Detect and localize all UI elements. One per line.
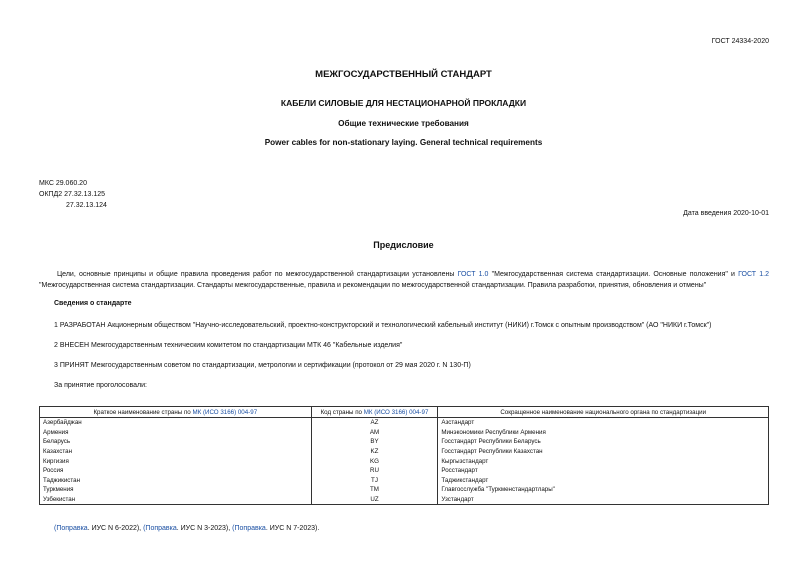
voting-states-table bbox=[39, 406, 769, 505]
header-country-name: Краткое наименование страны по МК (ИСО 3166) 004-97 bbox=[40, 407, 312, 418]
header-standards-body: Сокращенное наименование национального органа по стандартизации bbox=[438, 407, 769, 418]
mk-iso-link[interactable]: МК (ИСО 3166) 004-97 bbox=[363, 408, 429, 416]
gost-number: ГОСТ 24334-2020 bbox=[711, 38, 769, 45]
document-subtitle: Общие технические требования bbox=[338, 119, 469, 128]
item-adopted: 3 ПРИНЯТ Межгосударственным советом по стандартизации, метрологии и сертификации (протокол от 29 мая 2020 г. N 130-П) bbox=[54, 362, 471, 369]
okpd-code-1: ОКПД2 27.32.13.125 bbox=[39, 191, 106, 198]
country-code: KG bbox=[311, 456, 438, 466]
standard-info-heading: Сведения о стандарте bbox=[54, 300, 132, 307]
country-code: TJ bbox=[311, 476, 438, 486]
table-row bbox=[40, 456, 769, 466]
country-name: Беларусь bbox=[40, 437, 312, 447]
standards-body: Госстандарт Республики Казахстан bbox=[438, 447, 769, 457]
table-row bbox=[40, 495, 769, 505]
country-name: Таджикистан bbox=[40, 476, 312, 486]
standards-body: Азстандарт bbox=[438, 418, 769, 428]
table-row bbox=[40, 485, 769, 495]
country-name: Узбекистан bbox=[40, 495, 312, 505]
standards-body: Госстандарт Республики Беларусь bbox=[438, 437, 769, 447]
country-name: Казахстан bbox=[40, 447, 312, 457]
classification-codes bbox=[39, 178, 107, 211]
document-title-english: Power cables for non-stationary laying. General technical requirements bbox=[264, 138, 543, 147]
item-submitted: 2 ВНЕСЕН Межгосударственным техническим комитетом по стандартизации МТК 46 "Кабельные изделия" bbox=[54, 342, 403, 349]
gost-1-2-link[interactable]: ГОСТ 1.2 bbox=[738, 271, 769, 278]
mks-code: МКС 29.060.20 bbox=[39, 180, 87, 187]
country-code: TM bbox=[311, 485, 438, 495]
country-code: AZ bbox=[311, 418, 438, 428]
preface-text-start: Цели, основные принципы и общие правила проведения работ по межгосударственной стандартизации установлены bbox=[57, 271, 458, 278]
standards-body: Росстандарт bbox=[438, 466, 769, 476]
table-row bbox=[40, 418, 769, 428]
document-title: КАБЕЛИ СИЛОВЫЕ ДЛЯ НЕСТАЦИОНАРНОЙ ПРОКЛАДКИ bbox=[280, 98, 527, 108]
country-name: Туркмения bbox=[40, 485, 312, 495]
header-country-code: Код страны по МК (ИСО 3166) 004-97 bbox=[311, 407, 438, 418]
introduction-date: Дата введения 2020-10-01 bbox=[683, 210, 769, 217]
preface-heading: Предисловие bbox=[373, 240, 434, 250]
okpd-code-2: 27.32.13.124 bbox=[66, 202, 107, 209]
corrections-line: (Поправка. ИУС N 6-2022), (Поправка. ИУС N 3-2023), (Поправка. ИУС N 7-2023). bbox=[54, 525, 320, 532]
table-header-row bbox=[40, 407, 769, 418]
table-row bbox=[40, 428, 769, 438]
preface-text-end: "Межгосударственная система стандартизации. Стандарты межгосударственные, правила и рекомендации по межгосударственной стандартизации. Правила разработки, принятия, обновления и отмены" bbox=[39, 282, 707, 289]
country-name: Россия bbox=[40, 466, 312, 476]
country-name: Азербайджан bbox=[40, 418, 312, 428]
preface-text-mid: "Межгосударственная система стандартизации. Основные положения" и bbox=[488, 271, 739, 278]
country-code: UZ bbox=[311, 495, 438, 505]
country-name: Киргизия bbox=[40, 456, 312, 466]
mk-iso-link[interactable]: МК (ИСО 3166) 004-97 bbox=[192, 408, 258, 416]
country-code: KZ bbox=[311, 447, 438, 457]
standards-body: Главгосслужба "Туркменстандартлары" bbox=[438, 485, 769, 495]
standards-body: Кыргызстандарт bbox=[438, 456, 769, 466]
preface-paragraph bbox=[39, 269, 769, 291]
standard-type-heading: МЕЖГОСУДАРСТВЕННЫЙ СТАНДАРТ bbox=[315, 69, 492, 80]
standards-body: Минэкономики Республики Армения bbox=[438, 428, 769, 438]
table-row bbox=[40, 437, 769, 447]
table-row bbox=[40, 447, 769, 457]
correction-link[interactable]: Поправка bbox=[234, 525, 266, 532]
country-code: AM bbox=[311, 428, 438, 438]
standards-body: Таджикстандарт bbox=[438, 476, 769, 486]
gost-1-0-link[interactable]: ГОСТ 1.0 bbox=[457, 271, 489, 278]
table-row bbox=[40, 476, 769, 486]
country-code: RU bbox=[311, 466, 438, 476]
voted-label: За принятие проголосовали: bbox=[54, 382, 147, 389]
table-row bbox=[40, 466, 769, 476]
country-name: Армения bbox=[40, 428, 312, 438]
standards-body: Узстандарт bbox=[438, 495, 769, 505]
correction-link[interactable]: Поправка bbox=[56, 525, 88, 532]
correction-link[interactable]: Поправка bbox=[145, 525, 177, 532]
item-developed: 1 РАЗРАБОТАН Акционерным обществом "Научно-исследовательский, проектно-конструкторский и технологический кабельный институт (НИКИ) г.Томск с опытным производством" (АО "НИКИ г.Томск") bbox=[54, 322, 712, 329]
country-code: BY bbox=[311, 437, 438, 447]
